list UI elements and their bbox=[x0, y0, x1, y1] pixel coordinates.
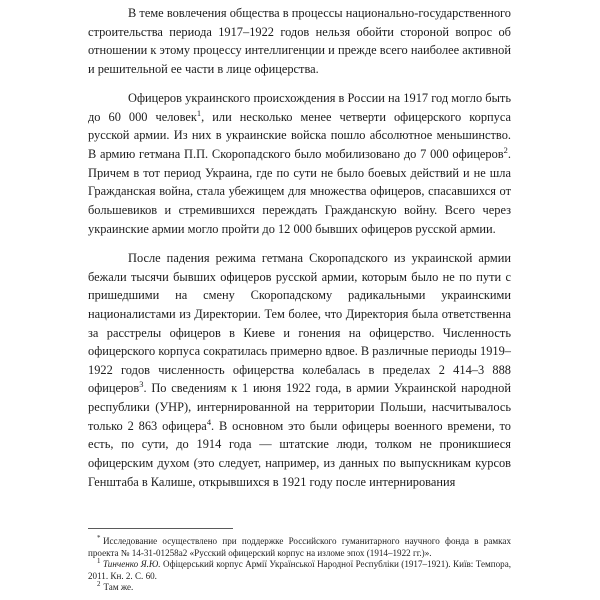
footnote-asterisk-text: Исследование осуществлено при поддержке Российского гуманитарного научного фонда в рамках проекта № 14-31-01258а2 «Русский офицерский корпус на изломе эпох (1914–1922 гг.)». bbox=[88, 536, 511, 558]
body-text-block bbox=[88, 4, 511, 491]
paragraph-3-text-part-1: После падения режима гетмана Скоропадского из украинской армии бежали тысячи бывших офицеров русской армии, которым было не по пути с пришедшими на смену Скоропадскому радикальными украинскими националистами из Директории. Тем более, что Директория была ответственна за расстрелы офицеров в Киеве и гонения на офицерство. Численность офицерского корпуса сократилась примерно вдвое. В различные периоды 1919–1922 годов численность офицерства колебалась в пределах 2 414–3 888 офицеров bbox=[88, 250, 511, 396]
footnote-1-author: Тинченко Я.Ю. bbox=[102, 559, 161, 570]
footnote-1-marker: 1 bbox=[97, 558, 101, 566]
paragraph-1-text: В теме вовлечения общества в процессы национально-государственного строительства периода 1917–1922 годов нельзя обойти стороной вопрос об отношении к этому процессу интеллигенции и прежде всего наиболее активной и решительной ее части в лице офицерства. bbox=[88, 6, 511, 76]
footnote-2-text: Там же. bbox=[103, 582, 134, 593]
footnote-ref-2[interactable]: 2 bbox=[503, 144, 508, 155]
paragraph-3-text-part-2: . По сведениям к 1 июня 1922 года, в армии Украинской народной республики (УНР), интернированной на территории Польши, насчитывалось только 2 863 офицера bbox=[88, 381, 511, 433]
footnote-asterisk bbox=[88, 536, 511, 559]
paragraph-3-text-part-3: . В основном это были офицеры военного времени, то есть, по сути, до 1914 года — штатские люди, толком не проникшиеся офицерским духом (это следует, например, из данных по выпускникам курсов Генштаба в Калише, открывшихся в 1921 году после интернирования bbox=[88, 418, 511, 489]
footnote-2 bbox=[88, 582, 511, 594]
footnote-2-marker: 2 bbox=[97, 581, 101, 589]
footnote-asterisk-marker: * bbox=[97, 534, 101, 542]
footnote-area bbox=[88, 528, 511, 594]
footnote-separator-rule bbox=[88, 528, 233, 529]
paragraph-2 bbox=[88, 89, 511, 238]
footnote-1 bbox=[88, 559, 511, 582]
paragraph-2-text-part-1: Офицеров украинского происхождения в России на 1917 год могло быть до 60 000 человек bbox=[88, 91, 511, 124]
footnote-ref-1[interactable]: 1 bbox=[196, 107, 202, 118]
paragraph-1 bbox=[88, 4, 511, 79]
footnote-1-text: Офіцерський корпус Армії Української Народної Республіки (1917–1921). Київ: Темпора, 2011. Кн. 2. С. 60. bbox=[88, 559, 512, 581]
paragraph-2-text-part-2: , или несколько менее четверти офицерского корпуса русской армии. Из них в украинские войска пошло абсолютное меньшинство. В армию гетмана П.П. Скоропадского было мобилизовано до 7 000 офицеров bbox=[88, 109, 511, 162]
footnote-ref-3[interactable]: 3 bbox=[139, 379, 144, 390]
paragraph-2-text-part-3: . Причем в тот период Украина, где по сути не было боевых действий и не шла Гражданская война, стала убежищем для множества офицеров, спасавшихся от большевиков и стремившихся переждать Гражданскую войну. Всего через украинские армии могло пройти до 12 000 бывших офицеров русской армии. bbox=[88, 147, 511, 236]
paragraph-3 bbox=[88, 249, 511, 492]
footnote-ref-4[interactable]: 4 bbox=[206, 416, 212, 427]
